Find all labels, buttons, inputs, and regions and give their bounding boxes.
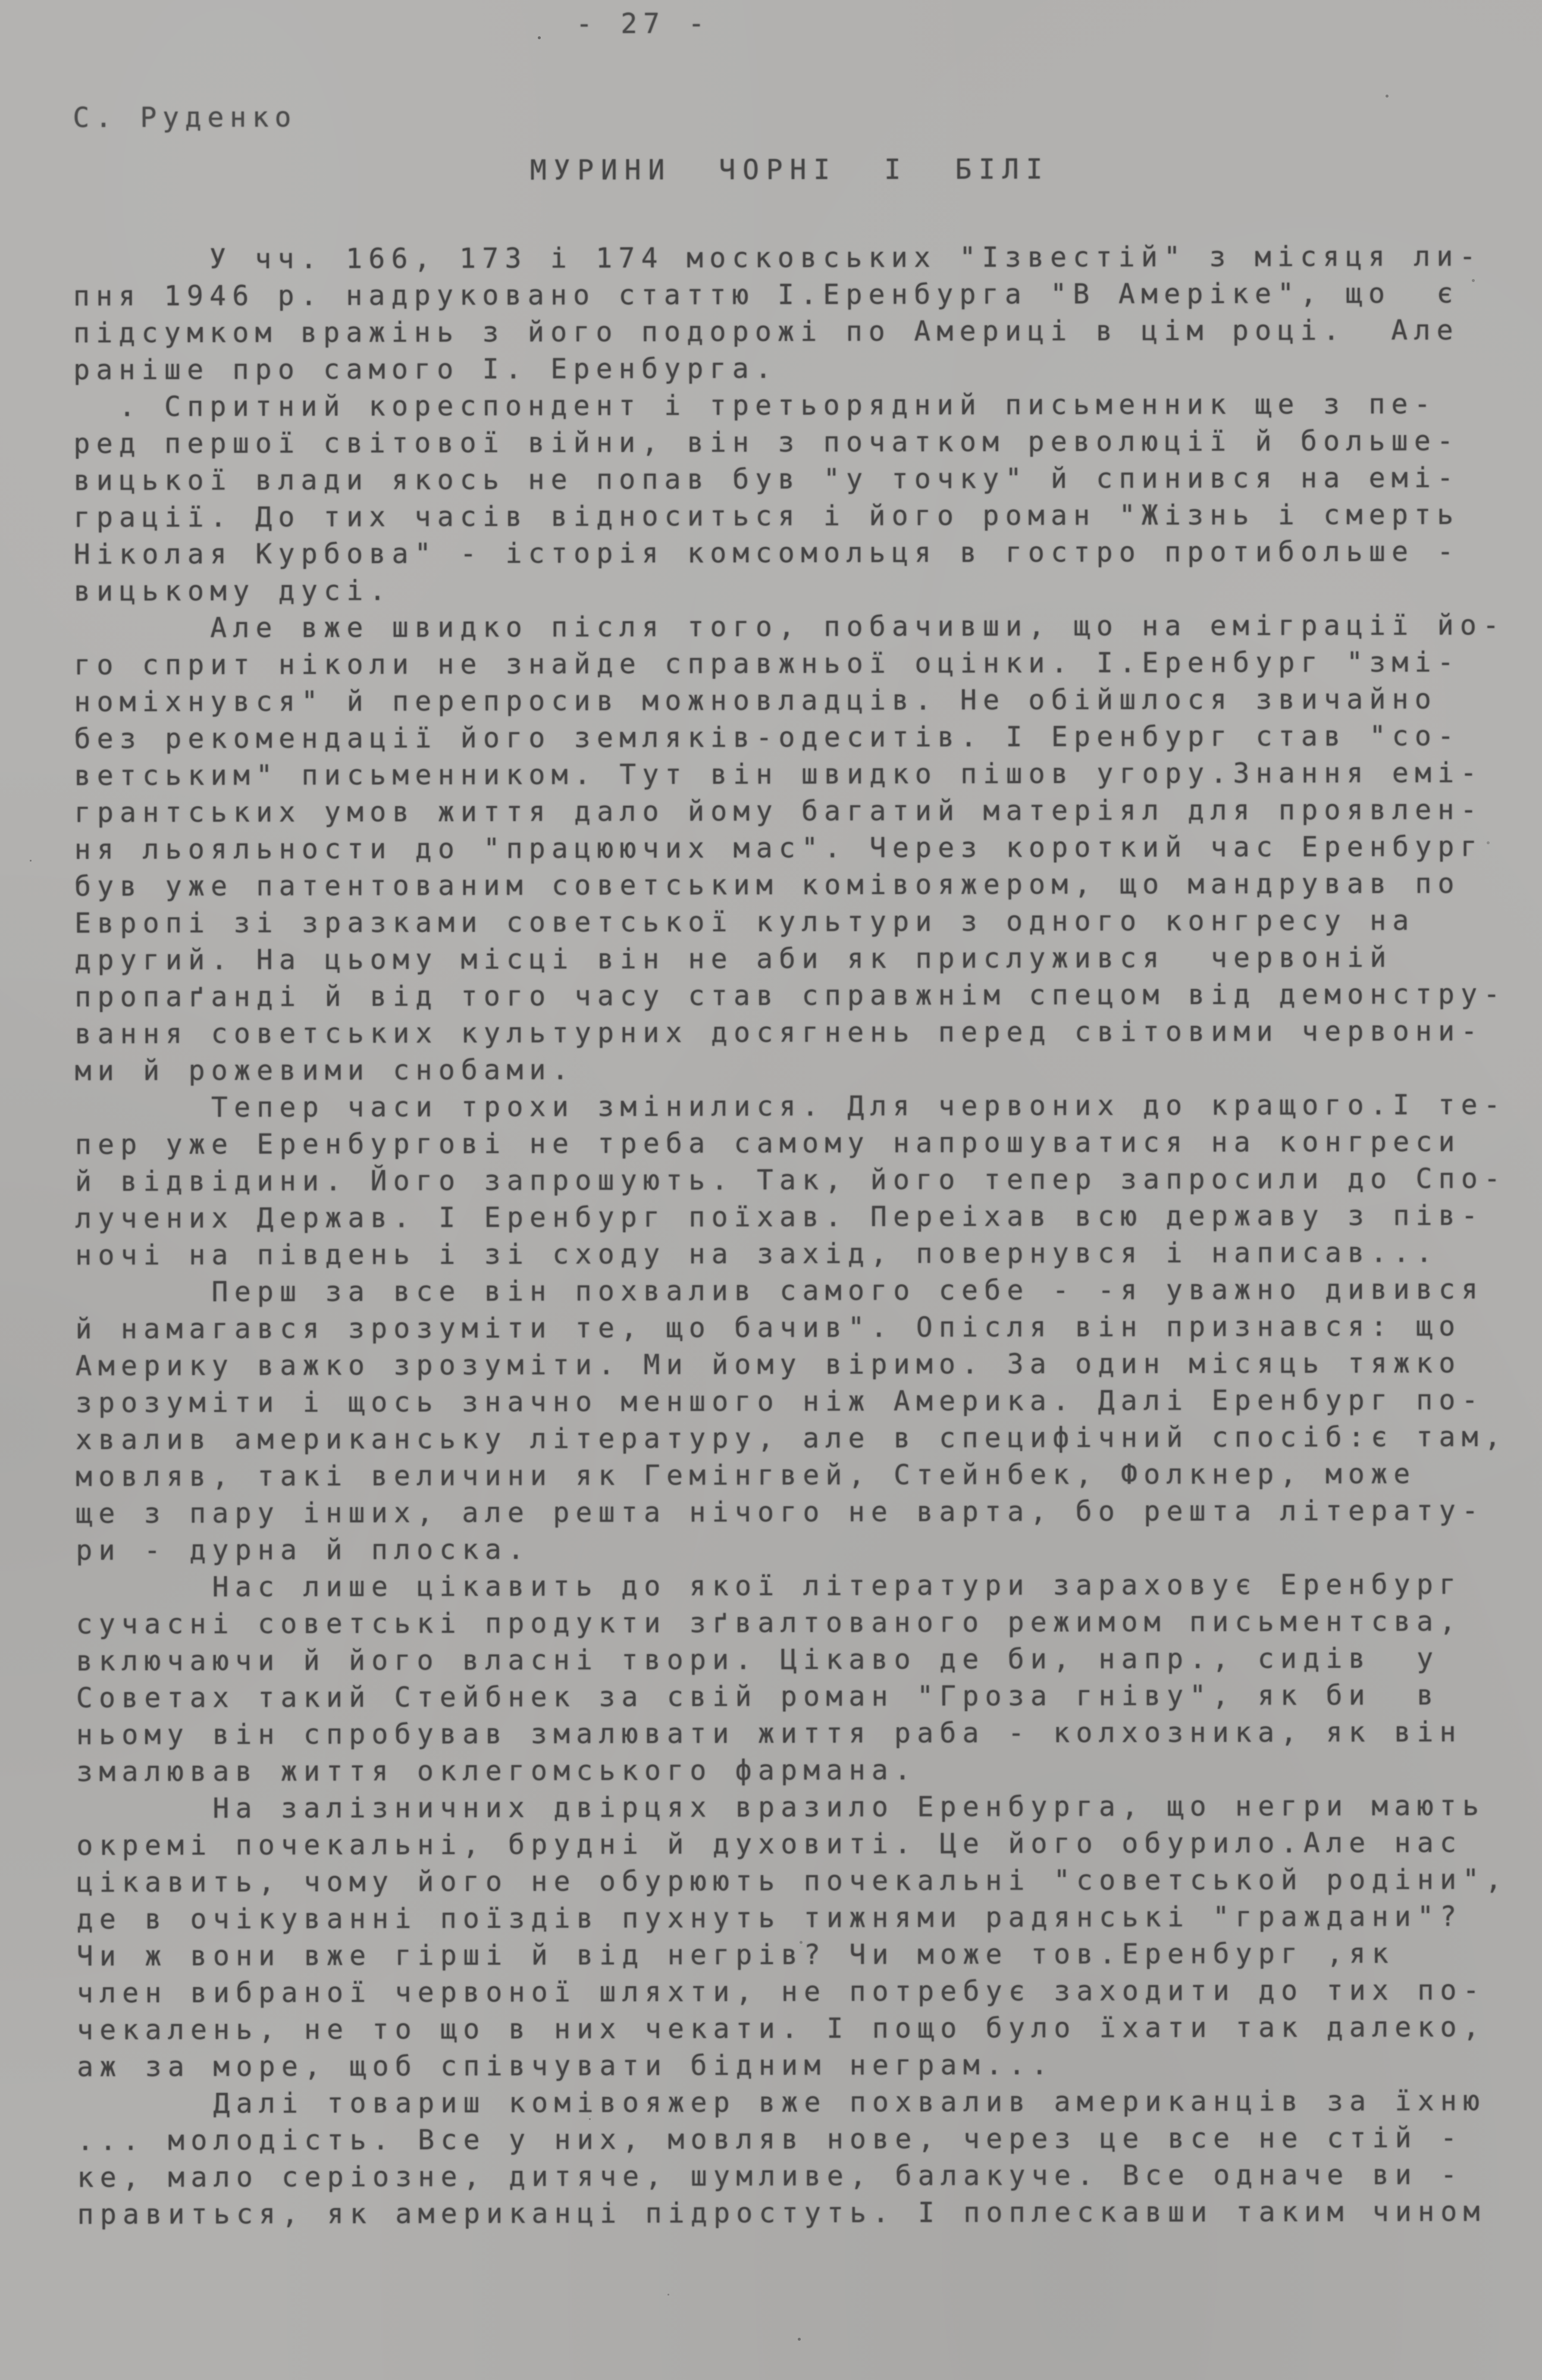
text-line: мовляв, такі величини як Гемінгвей, Стейнбек, Фолкнер, може: [76, 1457, 1416, 1493]
text-line: хвалив американську літературу, але в специфічний спосіб:є там,: [76, 1420, 1507, 1456]
author-name: С. Руденко: [73, 101, 297, 134]
text-line: член вибраної червоної шляхти, не потребує заходити до тих по-: [76, 1974, 1486, 2009]
text-line: Советах такий Стейбнек за свій роман "Гроза гніву", як би в: [76, 1678, 1440, 1714]
text-line: . Спритний кореспондент і третьорядний письменник ще з пе-: [73, 387, 1437, 423]
text-line: ... молодість. Все у них, мовляв нове, через це все не стій -: [77, 2121, 1463, 2157]
text-line: окремі почекальні, брудні й духовиті. Це його обурило.Але нас: [76, 1826, 1463, 1862]
text-line: ветським" письменником. Тут він швидко пішов угору.Знання емі-: [74, 756, 1483, 792]
text-line: ночі на південь і зі сходу на захід, повернувся і написав...: [75, 1236, 1439, 1272]
text-line: вання советських культурних досягнень перед світовими червони-: [74, 1014, 1484, 1050]
text-line: раніше про самого І. Еренбурга.: [73, 352, 778, 386]
text-line: Але вже швидко після того, побачивши, що на еміграції йо-: [74, 609, 1506, 644]
text-line: ке, мало серіозне, дитяче, шумливе, балакуче. Все одначе ви -: [77, 2158, 1463, 2194]
page-title: МУРИНИ ЧОРНІ І БІЛІ: [529, 153, 1050, 186]
text-line: без рекомендації його земляків-одеситів. І Еренбург став "со-: [74, 719, 1460, 755]
text-line: правиться, як американці підростуть. І поплескавши таким чином: [77, 2195, 1486, 2231]
paragraph: [76, 1787, 1534, 2085]
text-line: був уже патентованим советським комівояжером, що мандрував по: [74, 867, 1461, 903]
paragraph: [75, 1086, 1533, 1273]
text-line: Далі товариш комівояжер вже похвалив американців за їхню: [77, 2084, 1486, 2120]
text-line: ми й рожевими снобами.: [74, 1053, 575, 1087]
text-line: Перш за все він похвалив самого себе - -я уважно дивився: [75, 1273, 1484, 1308]
text-line: Америку важко зрозуміти. Ми йому віримо. За один місяць тяжко: [75, 1346, 1462, 1382]
paragraph: [74, 606, 1532, 1089]
text-line: грації. До тих часів відноситься і його роман "Жізнь і смерть: [73, 498, 1460, 534]
text-line: сучасні советські продукти зґвалтованого режимом письментсва,: [76, 1605, 1462, 1640]
text-line: зрозуміти і щось значно меншого ніж Америка. Далі Еренбург по-: [75, 1383, 1485, 1419]
text-line: аж за море, щоб співчувати бідним неграм...: [77, 2049, 1054, 2083]
paragraph: [73, 385, 1531, 609]
text-line: підсумком вражінь з його подорожі по Америці в цім році. Але: [73, 314, 1460, 349]
text-line: лучених Держав. І Еренбург поїхав. Переіхав всю державу з пів-: [75, 1199, 1484, 1235]
paragraph: [73, 237, 1531, 388]
text-line: номіхнувся" й перепросив можновладців. Не обійшлося звичайно: [74, 682, 1438, 718]
text-line: Нас лише цікавить до якої літератури зараховує Еренбург: [76, 1568, 1462, 1604]
text-line: ред першої світової війни, він з початком революції й больше-: [73, 424, 1460, 460]
text-line: пня 1946 р. надруковано статтю І.Еренбурга "В Амеріке", що є: [73, 277, 1459, 312]
paragraph: [75, 1270, 1533, 1568]
text-line: змалював життя оклегомського фармана.: [76, 1753, 917, 1788]
text-line: го сприт ніколи не знайде справжньої оцінки. І.Еренбург "змі-: [74, 646, 1460, 681]
text-line: На залізничних двірцях вразило Еренбурга, що негри мають: [76, 1789, 1485, 1825]
document-body: [73, 237, 1535, 2232]
paragraph: [77, 2082, 1535, 2232]
text-line: вицькому дусі.: [74, 574, 392, 607]
text-line: грантських умов життя дало йому багатий матеріял для проявлен-: [74, 793, 1483, 829]
text-line: включаючи й його власні твори. Цікаво де би, напр., сидів у: [76, 1642, 1440, 1677]
text-line: чекалень, не то що в них чекати. І пощо було їхати так далеко,: [77, 2011, 1486, 2046]
text-line: й відвідини. Його запрошують. Так, його тепер запросили до Спо-: [75, 1162, 1507, 1198]
text-line: У чч. 166, 173 і 174 московських "Ізвестій" з місяця ли-: [73, 240, 1483, 275]
text-line: ще з пару інших, але решта нічого не варта, бо решта літерату-: [76, 1494, 1485, 1530]
text-line: пер уже Еренбургові не треба самому напрошуватися на конгреси: [74, 1125, 1461, 1161]
text-line: ри - дурна й плоска.: [76, 1533, 531, 1567]
text-line: ньому він спробував змалювати життя раба - колхозника, як він: [76, 1715, 1463, 1751]
page-number: - 27 -: [576, 7, 711, 40]
text-line: пропаґанді й від того часу став справжнім спецом від демонстру-: [74, 978, 1506, 1013]
text-line: й намагався зрозуміти те, що бачив". Опісля він признався: що: [75, 1310, 1462, 1345]
text-line: Ніколая Курбова" - історія комсомольця в гостро протибольше -: [73, 535, 1460, 571]
dust-specks: [0, 0, 2, 2]
text-line: ня льояльности до "працюючих мас". Через короткий час Еренбург: [74, 830, 1484, 866]
text-line: вицької влади якось не попав був "у точку" й спинився на емі-: [73, 461, 1460, 497]
text-line: Европі зі зразками советської культури з одного конгресу на: [74, 904, 1415, 940]
paragraph: [76, 1565, 1534, 1790]
text-line: Тепер часи трохи змінилися. Для червоних до кращого.І те-: [74, 1088, 1507, 1124]
text-line: Чи ж вони вже гірші й від негрів? Чи може тов.Еренбург ,як: [76, 1937, 1395, 1972]
text-line: цікавить, чому його не обурюють почекальні "советськой родіни",: [76, 1863, 1508, 1899]
text-line: де в очікуванні поїздів пухнуть тижнями радянські "граждани"?: [76, 1900, 1463, 1936]
text-line: другий. На цьому місці він не аби як прислужився червоній: [74, 941, 1393, 976]
